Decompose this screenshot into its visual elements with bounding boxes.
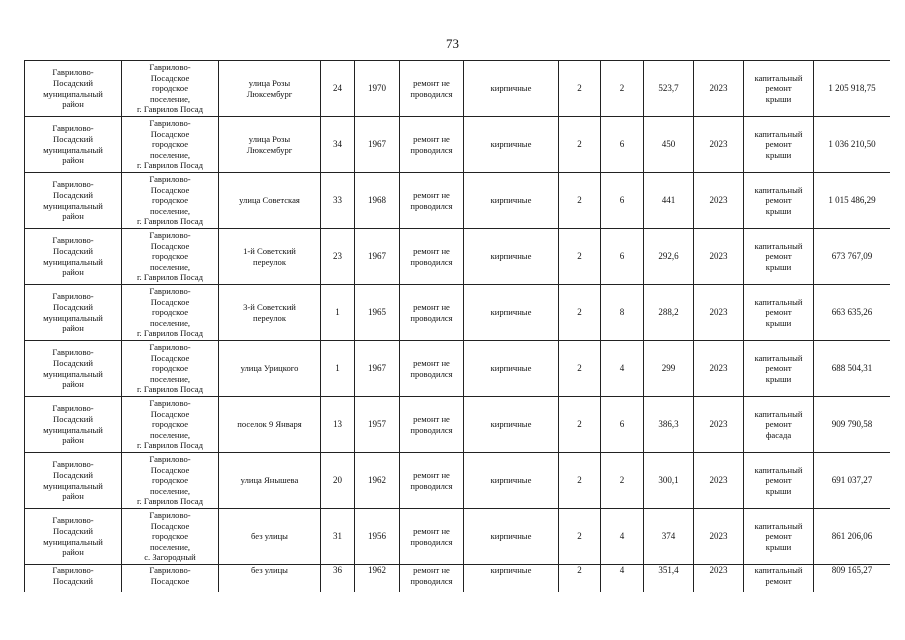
house-number-cell: 33 (321, 173, 355, 229)
house-number-cell: 20 (321, 453, 355, 509)
year-built-cell: 1957 (355, 397, 400, 453)
district-cell: Гаврилово- Посадский муниципальный район (25, 397, 122, 453)
apartments-cell: 4 (601, 509, 644, 565)
street-cell: улица Розы Люксембург (219, 117, 321, 173)
cost-cell: 809 165,27 (814, 565, 891, 593)
wall-material-cell: кирпичные (464, 565, 559, 593)
apartments-cell: 4 (601, 341, 644, 397)
wall-material-cell: кирпичные (464, 285, 559, 341)
settlement-cell: Гаврилово- Посадское городское поселение, г. Гаврилов Посад (122, 173, 219, 229)
floors-cell: 2 (559, 397, 601, 453)
district-cell: Гаврилово- Посадский муниципальный район (25, 341, 122, 397)
cost-cell: 1 205 918,75 (814, 61, 891, 117)
house-number-cell: 13 (321, 397, 355, 453)
last-repair-cell: ремонт не проводился (400, 453, 464, 509)
table-row (25, 285, 891, 341)
apartments-cell: 6 (601, 397, 644, 453)
street-cell: поселок 9 Января (219, 397, 321, 453)
area-cell: 523,7 (644, 61, 694, 117)
work-type-cell: капитальный ремонт крыши (744, 61, 814, 117)
floors-cell: 2 (559, 229, 601, 285)
work-type-cell: капитальный ремонт крыши (744, 509, 814, 565)
table-body (25, 61, 891, 593)
street-cell: улица Розы Люксембург (219, 61, 321, 117)
work-type-cell: капитальный ремонт (744, 565, 814, 593)
last-repair-cell: ремонт не проводился (400, 285, 464, 341)
last-repair-cell: ремонт не проводился (400, 229, 464, 285)
district-cell: Гаврилово- Посадский муниципальный район (25, 229, 122, 285)
street-cell: 3-й Советский переулок (219, 285, 321, 341)
house-number-cell: 1 (321, 341, 355, 397)
house-number-cell: 23 (321, 229, 355, 285)
floors-cell: 2 (559, 117, 601, 173)
floors-cell: 2 (559, 173, 601, 229)
table-row (25, 509, 891, 565)
plan-year-cell: 2023 (694, 61, 744, 117)
work-type-cell: капитальный ремонт крыши (744, 341, 814, 397)
table-row (25, 229, 891, 285)
cost-cell: 673 767,09 (814, 229, 891, 285)
cost-cell: 909 790,58 (814, 397, 891, 453)
last-repair-cell: ремонт не проводился (400, 509, 464, 565)
wall-material-cell: кирпичные (464, 341, 559, 397)
apartments-cell: 6 (601, 117, 644, 173)
table-row (25, 173, 891, 229)
apartments-cell: 8 (601, 285, 644, 341)
work-type-cell: капитальный ремонт крыши (744, 173, 814, 229)
wall-material-cell: кирпичные (464, 453, 559, 509)
floors-cell: 2 (559, 285, 601, 341)
plan-year-cell: 2023 (694, 509, 744, 565)
cost-cell: 691 037,27 (814, 453, 891, 509)
apartments-cell: 4 (601, 565, 644, 593)
apartments-cell: 2 (601, 453, 644, 509)
settlement-cell: Гаврилово- Посадское городское поселение, г. Гаврилов Посад (122, 341, 219, 397)
wall-material-cell: кирпичные (464, 173, 559, 229)
area-cell: 288,2 (644, 285, 694, 341)
floors-cell: 2 (559, 565, 601, 593)
table-row (25, 341, 891, 397)
cost-cell: 688 504,31 (814, 341, 891, 397)
work-type-cell: капитальный ремонт крыши (744, 117, 814, 173)
settlement-cell: Гаврилово- Посадское городское поселение, г. Гаврилов Посад (122, 285, 219, 341)
year-built-cell: 1967 (355, 117, 400, 173)
apartments-cell: 6 (601, 229, 644, 285)
wall-material-cell: кирпичные (464, 117, 559, 173)
settlement-cell: Гаврилово- Посадское городское поселение, г. Гаврилов Посад (122, 397, 219, 453)
table-row (25, 453, 891, 509)
floors-cell: 2 (559, 61, 601, 117)
cost-cell: 663 635,26 (814, 285, 891, 341)
district-cell: Гаврилово- Посадский (25, 565, 122, 593)
area-cell: 300,1 (644, 453, 694, 509)
house-number-cell: 34 (321, 117, 355, 173)
wall-material-cell: кирпичные (464, 397, 559, 453)
table-row (25, 61, 891, 117)
page-number: 73 (446, 36, 459, 51)
area-cell: 374 (644, 509, 694, 565)
settlement-cell: Гаврилово- Посадское городское поселение, г. Гаврилов Посад (122, 453, 219, 509)
cost-cell: 1 015 486,29 (814, 173, 891, 229)
plan-year-cell: 2023 (694, 229, 744, 285)
district-cell: Гаврилово- Посадский муниципальный район (25, 453, 122, 509)
apartments-cell: 2 (601, 61, 644, 117)
area-cell: 292,6 (644, 229, 694, 285)
last-repair-cell: ремонт не проводился (400, 397, 464, 453)
table-row (25, 117, 891, 173)
last-repair-cell: ремонт не проводился (400, 341, 464, 397)
last-repair-cell: ремонт не проводился (400, 61, 464, 117)
plan-year-cell: 2023 (694, 117, 744, 173)
work-type-cell: капитальный ремонт крыши (744, 453, 814, 509)
area-cell: 450 (644, 117, 694, 173)
plan-year-cell: 2023 (694, 173, 744, 229)
street-cell: без улицы (219, 509, 321, 565)
floors-cell: 2 (559, 509, 601, 565)
area-cell: 441 (644, 173, 694, 229)
plan-year-cell: 2023 (694, 565, 744, 593)
work-type-cell: капитальный ремонт фасада (744, 397, 814, 453)
table-row (25, 397, 891, 453)
work-type-cell: капитальный ремонт крыши (744, 229, 814, 285)
wall-material-cell: кирпичные (464, 229, 559, 285)
plan-year-cell: 2023 (694, 453, 744, 509)
floors-cell: 2 (559, 453, 601, 509)
wall-material-cell: кирпичные (464, 61, 559, 117)
settlement-cell: Гаврилово- Посадское городское поселение, г. Гаврилов Посад (122, 117, 219, 173)
street-cell: 1-й Советский переулок (219, 229, 321, 285)
area-cell: 351,4 (644, 565, 694, 593)
year-built-cell: 1965 (355, 285, 400, 341)
year-built-cell: 1962 (355, 453, 400, 509)
plan-year-cell: 2023 (694, 397, 744, 453)
area-cell: 386,3 (644, 397, 694, 453)
year-built-cell: 1956 (355, 509, 400, 565)
street-cell: без улицы (219, 565, 321, 593)
district-cell: Гаврилово- Посадский муниципальный район (25, 117, 122, 173)
last-repair-cell: ремонт не проводился (400, 565, 464, 593)
street-cell: улица Урицкого (219, 341, 321, 397)
district-cell: Гаврилово- Посадский муниципальный район (25, 173, 122, 229)
area-cell: 299 (644, 341, 694, 397)
street-cell: улица Советская (219, 173, 321, 229)
work-type-cell: капитальный ремонт крыши (744, 285, 814, 341)
settlement-cell: Гаврилово- Посадское городское поселение, с. Загородный (122, 509, 219, 565)
last-repair-cell: ремонт не проводился (400, 173, 464, 229)
repair-table (24, 60, 890, 592)
last-repair-cell: ремонт не проводился (400, 117, 464, 173)
table-row (25, 565, 891, 593)
year-built-cell: 1970 (355, 61, 400, 117)
settlement-cell: Гаврилово- Посадское городское поселение, г. Гаврилов Посад (122, 61, 219, 117)
floors-cell: 2 (559, 341, 601, 397)
house-number-cell: 24 (321, 61, 355, 117)
cost-cell: 1 036 210,50 (814, 117, 891, 173)
year-built-cell: 1968 (355, 173, 400, 229)
cost-cell: 861 206,06 (814, 509, 891, 565)
year-built-cell: 1967 (355, 341, 400, 397)
house-number-cell: 36 (321, 565, 355, 593)
table-container (24, 60, 890, 592)
plan-year-cell: 2023 (694, 285, 744, 341)
plan-year-cell: 2023 (694, 341, 744, 397)
apartments-cell: 6 (601, 173, 644, 229)
settlement-cell: Гаврилово- Посадское городское поселение, г. Гаврилов Посад (122, 229, 219, 285)
street-cell: улица Янышева (219, 453, 321, 509)
district-cell: Гаврилово- Посадский муниципальный район (25, 61, 122, 117)
year-built-cell: 1967 (355, 229, 400, 285)
district-cell: Гаврилово- Посадский муниципальный район (25, 509, 122, 565)
year-built-cell: 1962 (355, 565, 400, 593)
district-cell: Гаврилово- Посадский муниципальный район (25, 285, 122, 341)
house-number-cell: 31 (321, 509, 355, 565)
settlement-cell: Гаврилово- Посадское (122, 565, 219, 593)
house-number-cell: 1 (321, 285, 355, 341)
wall-material-cell: кирпичные (464, 509, 559, 565)
